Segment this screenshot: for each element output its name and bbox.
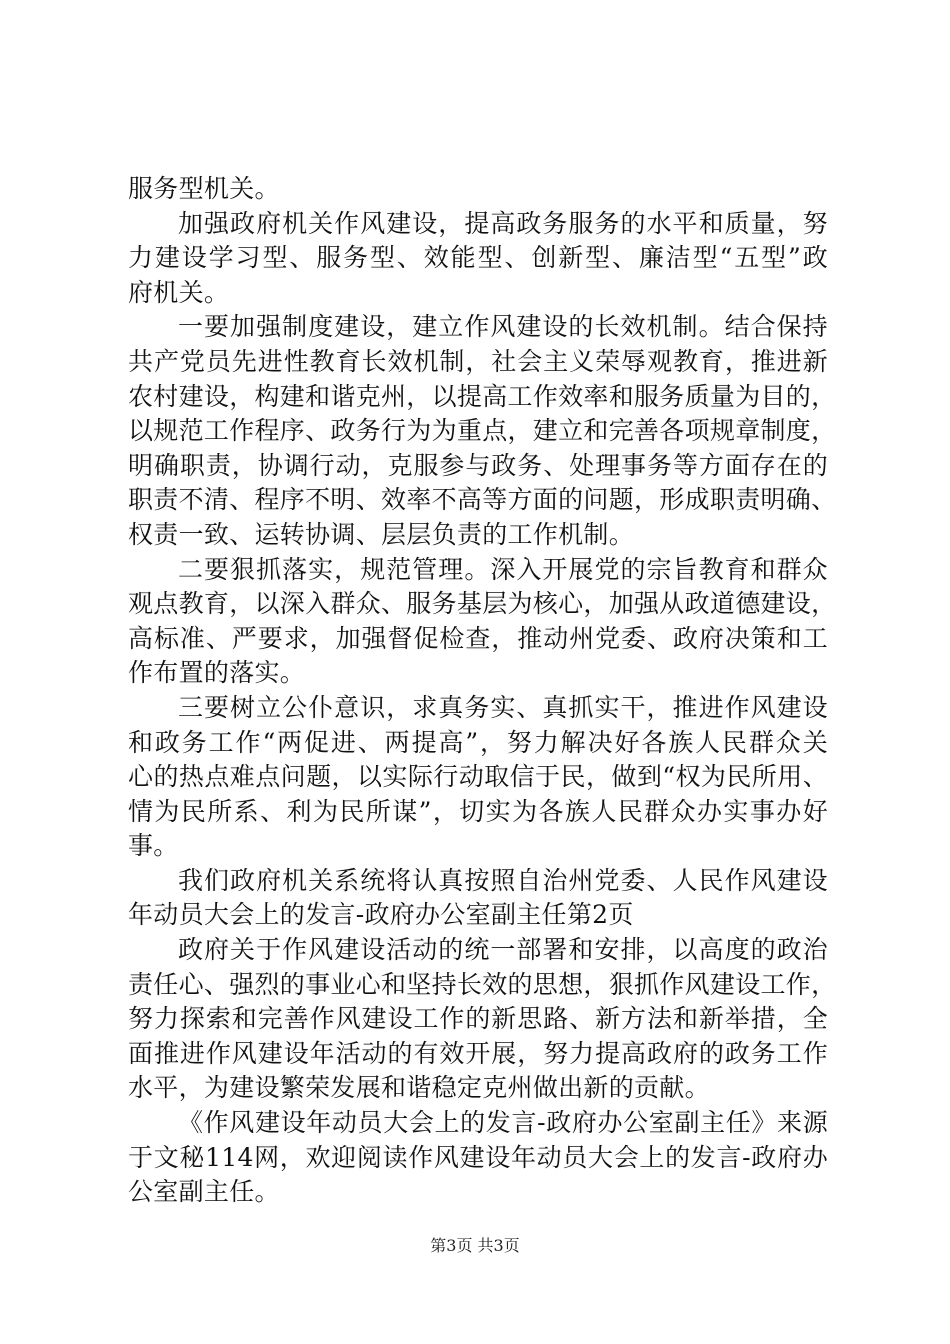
text-line: 《作风建设年动员大会上的发言-政府办公室副主任》来源 bbox=[178, 1108, 828, 1138]
paragraph bbox=[128, 691, 828, 864]
text-line: 府机关。 bbox=[128, 277, 230, 307]
text-line: 事。 bbox=[128, 831, 179, 861]
page-number-footer: 第3页 共3页 bbox=[430, 1236, 520, 1255]
text-line: 和政务工作“两促进、两提高”，努力解决好各族人民群众关 bbox=[128, 727, 828, 757]
paragraph bbox=[128, 933, 837, 1106]
text-line: 作布置的落实。 bbox=[128, 658, 306, 688]
text-line: 加强政府机关作风建设，提高政务服务的水平和质量，努 bbox=[178, 208, 828, 238]
paragraph bbox=[128, 1106, 828, 1210]
text-line: 公室副主任。 bbox=[128, 1177, 280, 1207]
paragraph bbox=[128, 207, 828, 311]
text-line: 年动员大会上的发言-政府办公室副主任第2页 bbox=[128, 900, 634, 930]
text-line: 共产党员先进性教育长效机制，社会主义荣辱观教育，推进新 bbox=[128, 346, 828, 376]
text-line: 职责不清、程序不明、效率不高等方面的问题，形成职责明确、 bbox=[128, 485, 837, 515]
text-line: 权责一致、运转协调、层层负责的工作机制。 bbox=[128, 519, 635, 549]
text-line: 三要树立公仆意识，求真务实、真抓实干，推进作风建设 bbox=[178, 692, 828, 722]
paragraph bbox=[128, 864, 828, 933]
text-line: 责任心、强烈的事业心和坚持长效的思想，狠抓作风建设工作， bbox=[128, 969, 837, 999]
text-line: 以规范工作程序、政务行为为重点，建立和完善各项规章制度， bbox=[128, 416, 837, 446]
text-line: 于文秘114网，欢迎阅读作风建设年动员大会上的发言-政府办 bbox=[128, 1142, 828, 1172]
document-body bbox=[128, 172, 837, 1210]
text-line: 观点教育，以深入群众、服务基层为核心，加强从政道德建设， bbox=[128, 589, 837, 619]
text-line: 高标准、严要求，加强督促检查，推动州党委、政府决策和工 bbox=[128, 623, 828, 653]
paragraph bbox=[128, 172, 828, 207]
text-line: 一要加强制度建设，建立作风建设的长效机制。结合保持 bbox=[178, 312, 828, 342]
text-line: 政府关于作风建设活动的统一部署和安排，以高度的政治 bbox=[178, 935, 828, 965]
text-line: 力建设学习型、服务型、效能型、创新型、廉洁型“五型”政 bbox=[128, 243, 828, 273]
text-line: 水平，为建设繁荣发展和谐稳定克州做出新的贡献。 bbox=[128, 1073, 710, 1103]
text-line: 心的热点难点问题，以实际行动取信于民，做到“权为民所用、 bbox=[128, 762, 828, 792]
text-line: 二要狠抓落实，规范管理。深入开展党的宗旨教育和群众 bbox=[178, 554, 828, 584]
text-line: 我们政府机关系统将认真按照自治州党委、人民作风建设 bbox=[178, 865, 828, 895]
text-line: 面推进作风建设年活动的有效开展，努力提高政府的政务工作 bbox=[128, 1038, 828, 1068]
text-line: 明确职责，协调行动，克服参与政务、处理事务等方面存在的 bbox=[128, 450, 828, 480]
text-line: 服务型机关。 bbox=[128, 174, 280, 203]
text-line: 情为民所系、利为民所谋”，切实为各族人民群众办实事办好 bbox=[128, 796, 828, 826]
paragraph bbox=[128, 553, 837, 691]
text-line: 努力探索和完善作风建设工作的新思路、新方法和新举措，全 bbox=[128, 1004, 828, 1034]
text-line: 农村建设，构建和谐克州，以提高工作效率和服务质量为目的， bbox=[128, 381, 837, 411]
paragraph bbox=[128, 310, 837, 552]
